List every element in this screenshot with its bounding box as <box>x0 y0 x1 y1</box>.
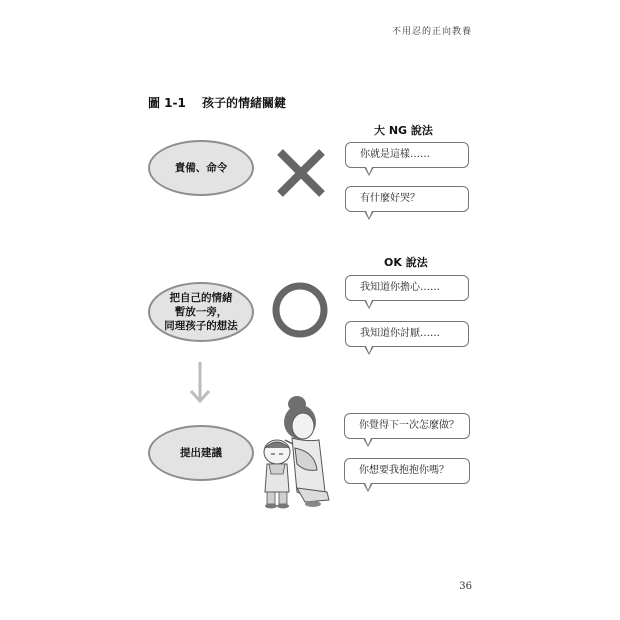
bubble-text: 你就是這樣…… <box>360 149 430 160</box>
oval-empathize <box>148 282 254 342</box>
running-header: 不用忍的正向教養 <box>391 27 472 37</box>
oval-label: 責備、命令 <box>174 162 228 174</box>
bubble-tail-inner <box>366 167 372 174</box>
bubble-tail-inner <box>365 483 371 490</box>
arrow-down-icon <box>188 360 212 408</box>
mother-child-illustration <box>255 392 335 512</box>
bubble-tail-inner <box>366 300 372 307</box>
oval-line: 暫放一旁， <box>174 306 228 318</box>
ng-heading: 大 NG 說法 <box>374 124 433 137</box>
bubble-text: 有什麼好哭？ <box>360 193 420 204</box>
bubble-text: 你想要我抱抱你嗎？ <box>359 465 449 476</box>
cross-icon <box>275 147 327 199</box>
oval-label: 提出建議 <box>180 447 222 459</box>
bubble-text: 我知道你擔心…… <box>360 282 440 293</box>
bubble-tail-inner <box>366 211 372 218</box>
oval-scold-command <box>148 140 254 196</box>
bubble-text: 你覺得下一次怎麼做？ <box>359 420 459 431</box>
oval-suggest <box>148 425 254 481</box>
page-number: 36 <box>459 581 472 592</box>
bubble-tail-inner <box>365 438 371 445</box>
speech-bubble-ng-2 <box>345 186 469 212</box>
oval-line: 同理孩子的想法 <box>164 320 238 332</box>
bubble-tail-inner <box>366 346 372 353</box>
figure-number: 圖 1-1 <box>148 96 186 110</box>
speech-bubble-ok-1 <box>345 275 469 301</box>
circle-icon <box>271 281 329 339</box>
oval-line: 把自己的情緒 <box>169 292 233 304</box>
speech-bubble-ng-1 <box>345 142 469 168</box>
oval-text-block <box>164 291 238 333</box>
speech-bubble-ok-2 <box>345 321 469 347</box>
speech-bubble-suggest-1 <box>344 413 470 439</box>
bubble-text: 我知道你討厭…… <box>360 328 440 339</box>
figure-caption: 孩子的情緒關鍵 <box>202 96 287 110</box>
figure-title <box>148 94 286 111</box>
ok-heading: OK 說法 <box>384 256 428 269</box>
speech-bubble-suggest-2 <box>344 458 470 484</box>
